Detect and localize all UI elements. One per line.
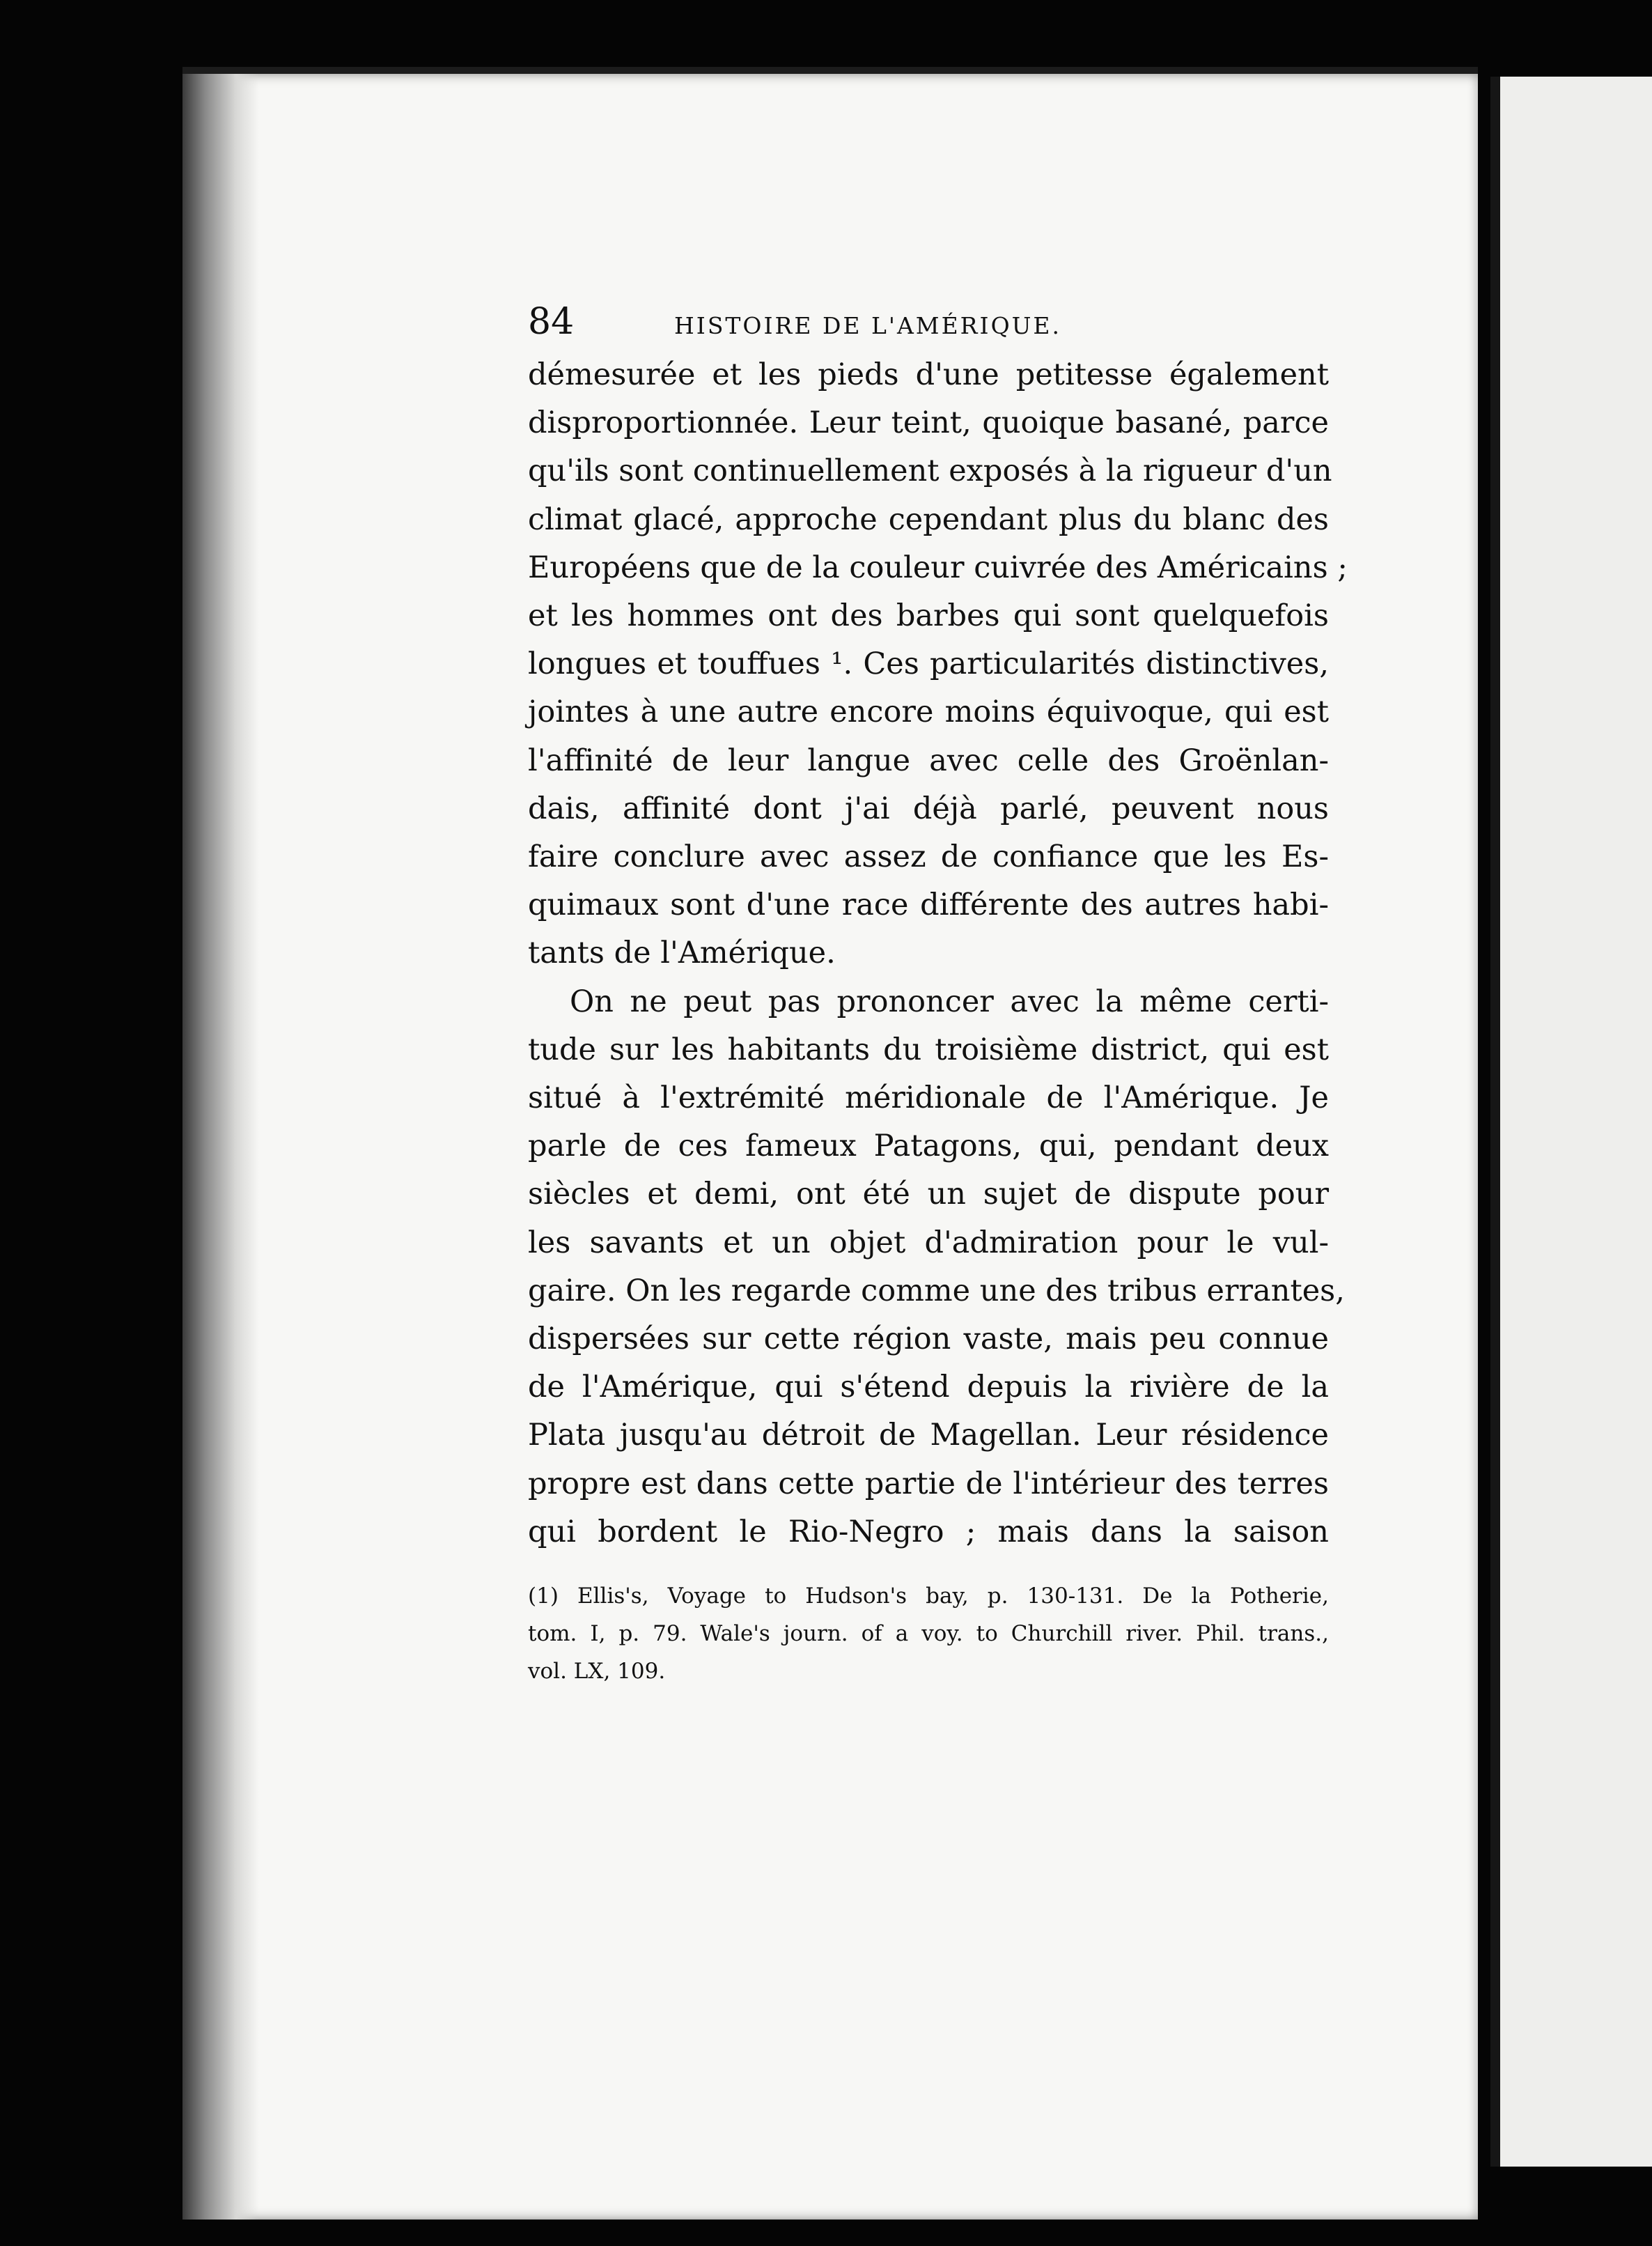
text-line: jointes à une autre encore moins équivoque, qui est [528,695,1329,730]
text-line: parle de ces fameux Patagons, qui, pendant deux [528,1129,1329,1164]
running-head [528,301,1329,350]
footnote-line: tom. I, p. 79. Wale's journ. of a voy. to Churchill river. Phil. trans., [528,1621,1329,1647]
text-line: et les hommes ont des barbes qui sont quelquefois [528,598,1329,634]
paragraph-2 [528,978,1345,1556]
page-gutter-shadow [182,74,259,2220]
text-line: climat glacé, approche cependant plus du blanc des [528,502,1329,537]
text-line: Plata jusqu'au détroit de Magellan. Leur résidence [528,1418,1329,1453]
text-line: les savants et un objet d'admiration pour le vul- [528,1225,1329,1260]
page-number: 84 [528,301,575,343]
footnote [528,1577,1329,1690]
paragraph-1 [528,351,1348,978]
text-line: longues et touffues ¹. Ces particularités distinctives, [528,646,1329,682]
text-line: qu'ils sont continuellement exposés à la rigueur d'un [528,454,1332,489]
text-line: quimaux sont d'une race différente des autres habi- [528,888,1329,923]
footnote-line: (1) Ellis's, Voyage to Hudson's bay, p. 130-131. De la Potherie, [528,1583,1329,1609]
page-text-block [528,301,1348,1690]
text-line: siècles et demi, ont été un sujet de dispute pour [528,1177,1329,1212]
body-text [528,351,1348,1556]
running-title: HISTOIRE DE L'AMÉRIQUE. [674,312,1062,339]
text-line: disproportionnée. Leur teint, quoique basané, parce [528,405,1329,441]
text-line: de l'Amérique, qui s'étend depuis la rivière de la [528,1370,1329,1405]
text-line: gaire. On les regarde comme une des tribus errantes, [528,1273,1345,1308]
text-line: dais, affinité dont j'ai déjà parlé, peuvent nous [528,791,1329,826]
text-line: Européens que de la couleur cuivrée des Américains ; [528,550,1348,585]
text-line: tude sur les habitants du troisième district, qui est [528,1032,1329,1067]
text-line: On ne peut pas prononcer avec la même certi- [570,984,1329,1019]
text-line: faire conclure avec assez de confiance que les Es- [528,839,1329,875]
text-line: l'affinité de leur langue avec celle des Groënlan- [528,743,1329,778]
text-line: propre est dans cette partie de l'intérieur des terres [528,1466,1329,1501]
text-line: qui bordent le Rio-Negro ; mais dans la saison [528,1514,1329,1549]
footnote-line: vol. LX, 109. [528,1659,666,1684]
text-line: situé à l'extrémité méridionale de l'Amérique. Je [528,1081,1329,1116]
text-line: démesurée et les pieds d'une petitesse également [528,357,1329,392]
text-line: dispersées sur cette région vaste, mais peu connue [528,1322,1329,1357]
text-line: tants de l'Amérique. [528,936,836,971]
adjacent-page-edge [1490,77,1652,2167]
